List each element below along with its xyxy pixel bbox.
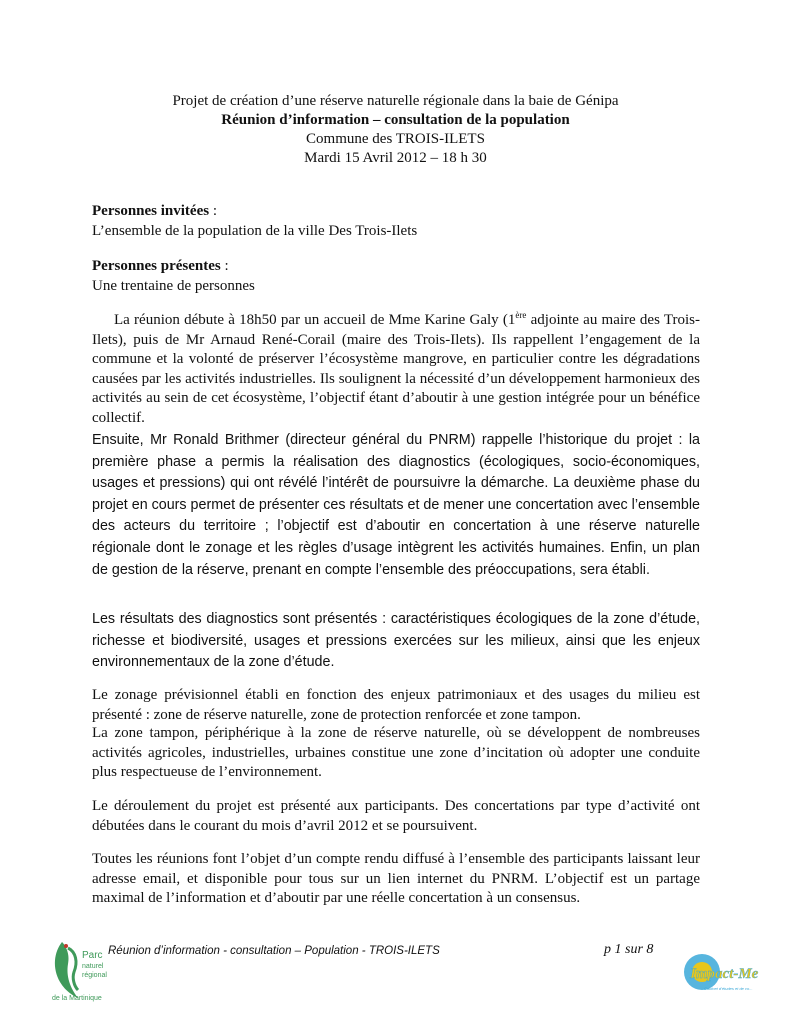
- paragraph-reports: Toutes les réunions font l’objet d’un compte rendu diffusé à l’ensemble des participants laissant leur adresse email, et disponible pour tous sur un lien internet du PNRM. L’objectif est un partage maximal de l’information et d’aboutir par une réelle concertation à un consensus.: [92, 851, 700, 906]
- pnr-logo-line1: Parc: [82, 950, 103, 961]
- pnr-logo-icon: [48, 938, 116, 1002]
- meeting-title: Réunion d’information – consultation de la population: [221, 112, 570, 128]
- invited-section: [92, 202, 700, 241]
- paragraph-welcome: [92, 311, 700, 428]
- invited-text: L’ensemble de la population de la ville Des Trois-Ilets: [92, 222, 418, 239]
- invited-label: Personnes invitées: [92, 203, 210, 219]
- superscript-ere: ère: [515, 310, 527, 320]
- impact-me-wordmark: Impact-Me: [690, 966, 759, 982]
- present-colon: :: [220, 258, 229, 274]
- impact-me-tagline: Cabinet d'études et de co...: [704, 986, 753, 991]
- paragraph-buffer-zone: La zone tampon, périphérique à la zone de réserve naturelle, où se développent de nombreuses activités agricoles, industrielles, urbaines constitue une zone d’incitation où adopter une conduite plus respectueuse de l’environnement.: [92, 725, 700, 780]
- impact-me-logo: [680, 948, 772, 998]
- paragraph-schedule: Le déroulement du projet est présenté aux participants. Des concertations par type d’activité ont débutées dans le courant du mois d’avril 2012 et se poursuivent.: [92, 798, 700, 834]
- pnr-logo-line3: régional: [82, 972, 107, 979]
- present-text: Une trentaine de personnes: [92, 277, 255, 294]
- pnr-logo-line4: de la Martinique: [52, 995, 102, 1002]
- pnr-logo-line2: naturel: [82, 963, 104, 970]
- commune-name: Commune des TROIS-ILETS: [306, 131, 485, 147]
- page-number: p 1 sur 8: [604, 942, 654, 957]
- project-title: Projet de création d’une réserve naturelle régionale dans la baie de Génipa: [172, 93, 619, 109]
- meeting-date: Mardi 15 Avril 2012 – 18 h 30: [304, 150, 487, 166]
- invited-colon: :: [209, 203, 217, 219]
- paragraph-welcome-part2: adjointe au maire des Trois-Ilets), puis de Mr Arnaud René-Corail (maire des Trois-Ilets). Ils rappellent l’engagement de la commune et la volonté de préserver l’écosystème mangrove, en particulier contre les dégradations causées par les activités industrielles. Ils soulignent la nécessité d’un développement harmonieux des activités au sein de cet écosystème, l’objectif étant d’aboutir à une gestion intégrée pour un bénéfice collectif.: [92, 312, 700, 426]
- pnr-martinique-logo: [48, 938, 116, 1002]
- present-section: [92, 257, 700, 296]
- paragraph-history: Ensuite, Mr Ronald Brithmer (directeur général du PNRM) rappelle l’historique du projet : la première phase a permis la réalisation des diagnostics (écologiques, socio-économiques, usages et pressions) qui ont révélé l’intérêt de poursuivre la démarche. La deuxième phase du projet en cours permet de présenter ces résultats et de mener une concertation avec l’ensemble des acteurs du territoire ; l’objectif est d’aboutir en concertation à une réserve naturelle régionale dont le zonage et les règles d’usage intègrent les activités humaines. Enfin, un plan de gestion de la réserve, prenant en compte l’ensemble des préoccupations, sera établi.: [92, 432, 700, 578]
- footer-title: Réunion d’information - consultation – Population - TROIS-ILETS: [108, 945, 440, 957]
- impact-me-logo-icon: [680, 948, 772, 998]
- paragraph-results: Les résultats des diagnostics sont présentés : caractéristiques écologiques de la zone d’étude, richesse et biodiversité, usages et pressions exercées sur les milieux, ainsi que les enjeux environnementaux de la zone d’étude.: [92, 611, 700, 671]
- present-label: Personnes présentes: [92, 258, 221, 274]
- paragraph-welcome-part1: La réunion débute à 18h50 par un accueil de Mme Karine Galy (1: [114, 312, 516, 328]
- document-header: [0, 92, 791, 168]
- paragraph-zoning: Le zonage prévisionnel établi en fonction des enjeux patrimoniaux et des usages du milieu est présenté : zone de réserve naturelle, zone de protection renforcée et zone tampon.: [92, 687, 700, 723]
